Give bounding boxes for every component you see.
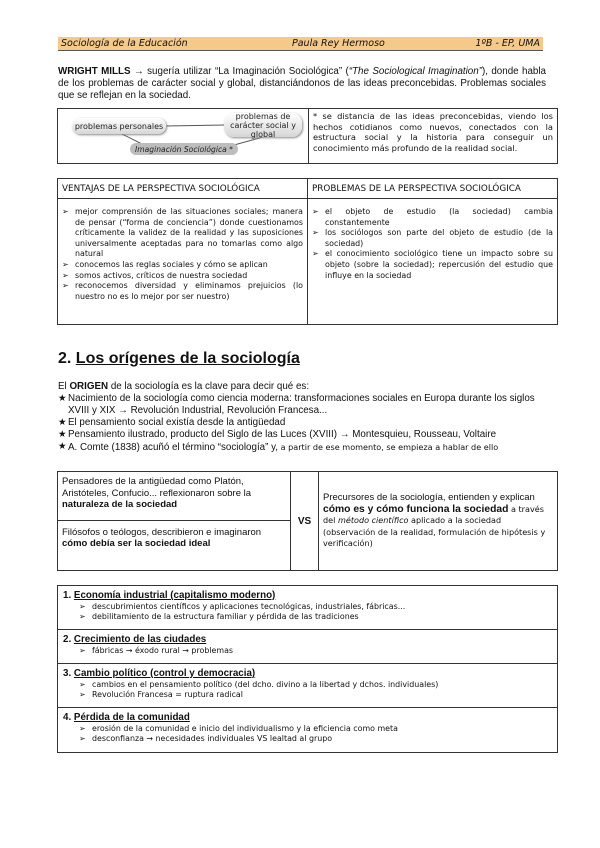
ancient-thinkers-text: Pensadores de la antigüedad como Platón, Aristóteles, Confucio... reflexionaron sobre la	[62, 476, 252, 499]
page-header	[58, 37, 543, 51]
problem-item: ➢ los sociólogos son parte del objeto de estudio (de la sociedad)	[312, 228, 553, 249]
arrow-text: →	[130, 66, 148, 77]
factor-title-text: Pérdida de la comunidad	[73, 712, 190, 723]
precursors-emphasis: cómo es y cómo funciona la sociedad	[323, 503, 509, 515]
precursors-detail: a través del	[323, 503, 544, 525]
factor-item: ➢ cambios en el pensamiento político (del dcho. divino a la libertad y dchos. individuales)	[79, 680, 553, 690]
factor-title	[63, 590, 553, 602]
intro-text-2: ), donde habla de los problemas de carácter social y global, distanciándonos de las ideas preconcebidas. Problemas sociales que se reflejan en la sociedad.	[58, 66, 546, 101]
personal-problems-node	[72, 118, 166, 134]
advantage-item: ➢ conocemos las reglas sociales y cómo se aplican	[62, 260, 303, 271]
advantages-column	[58, 199, 308, 324]
section-number: 2.	[58, 350, 72, 367]
philosophers-emphasis: cómo debía ser la sociedad ideal	[62, 538, 211, 549]
precursors-cell	[319, 472, 557, 570]
factor-item: ➢ fábricas → éxodo rural → problemas	[79, 646, 553, 656]
factor-title	[63, 712, 553, 724]
comte-text: A. Comte (1838) acuñó el término “sociología” y,	[68, 442, 279, 453]
origin-item: ★ Pensamiento ilustrado, producto del Siglo de las Luces (XVIII) → Montesquieu, Rousseau, Voltaire	[58, 429, 558, 441]
header-course: Sociología de la Educación	[61, 38, 188, 49]
factor-title	[63, 668, 553, 680]
vs-label: VS	[291, 472, 319, 570]
factor-title-text: Economía industrial (capitalismo moderno)	[73, 590, 276, 601]
wright-mills-paragraph	[58, 66, 546, 102]
scientific-method: método científico	[337, 515, 409, 525]
factor-number: 1.	[63, 590, 72, 601]
philosophers-cell	[58, 521, 290, 571]
factor-item: ➢ descubrimientos científicos y aplicaciones tecnológicas, industriales, fábricas...	[79, 602, 553, 612]
problems-column	[308, 199, 557, 324]
problem-item: ➢ el objeto de estudio (la sociedad) cambia constantemente	[312, 207, 553, 228]
problems-heading: PROBLEMAS DE LA PERSPECTIVA SOCIOLÓGICA	[312, 183, 521, 194]
factor-item: ➢ debilitamiento de la estructura familiar y pérdida de las tradiciones	[79, 612, 553, 622]
factor-number: 2.	[63, 634, 72, 645]
english-title: “The Sociological Imagination”	[348, 66, 482, 77]
factor-number: 3.	[63, 668, 72, 679]
ancient-thinkers-cell	[58, 472, 290, 521]
origins-lead	[58, 381, 558, 393]
header-group: 1ºB - EP, UMA	[475, 38, 540, 49]
factor-row	[58, 664, 557, 708]
origin-item: ★ Nacimiento de la sociología como ciencia moderna: transformaciones sociales en Europa durante los siglos XVIII y XIX → Revolución Industrial, Revolución Francesa...	[58, 393, 558, 417]
factor-title-text: Cambio político (control y democracia)	[73, 668, 256, 679]
section-heading	[58, 350, 300, 368]
comparison-box	[57, 471, 558, 571]
factor-title-text: Crecimiento de las ciudades	[73, 634, 207, 645]
factors-table	[57, 585, 558, 753]
sociological-imagination-node	[130, 143, 238, 155]
origin-keyword: ORIGEN	[69, 381, 109, 392]
factor-item: ➢ Revolución Francesa = ruptura radical	[79, 690, 553, 700]
personal-problems-label: problemas personales	[74, 121, 164, 131]
precursors-text: Precursores de la sociología, entienden y explican	[323, 492, 535, 503]
origin-item: ★ El pensamiento social existía desde la antigüedad	[58, 417, 558, 429]
precursors-detail: aplicado a la sociedad (observación de la realidad, formulación de hipótesis y verificación)	[323, 515, 546, 548]
comparison-left	[58, 472, 291, 570]
advantage-item: ➢ somos activos, críticos de nuestra sociedad	[62, 271, 303, 282]
factor-row	[58, 586, 557, 630]
social-problems-label: problemas de carácter social y global	[230, 111, 296, 139]
sociological-imagination-box	[57, 108, 558, 164]
social-problems-node	[224, 113, 302, 137]
factor-row	[58, 630, 557, 664]
factor-item: ➢ erosión de la comunidad e inicio del individualismo y la eficiencia como meta	[79, 724, 553, 734]
ancient-thinkers-emphasis: naturaleza de la sociedad	[62, 499, 178, 510]
problem-item: ➢ el conocimiento sociológico tiene un impacto sobre su objeto (sobre la sociedad); repercusión del estudio que influye en la sociedad	[312, 249, 553, 281]
perspective-table	[57, 178, 558, 325]
lead-text: El	[58, 381, 70, 392]
factor-row	[58, 708, 557, 752]
factor-item: ➢ desconfianza → necesidades individuales VS lealtad al grupo	[79, 734, 553, 744]
header-author: Paula Rey Hermoso	[292, 38, 385, 49]
factor-title	[63, 634, 553, 646]
advantage-item: ➢ reconocemos diversidad y eliminamos prejuicios (lo nuestro no es lo mejor por ser nuestro)	[62, 281, 303, 302]
section-title: Los orígenes de la sociología	[75, 350, 300, 367]
sociological-imagination-label: Imaginación Sociológica *	[135, 144, 233, 154]
origin-item-comte	[58, 441, 558, 454]
origins-list	[58, 381, 558, 454]
author-name: WRIGHT MILLS	[58, 66, 131, 77]
lead-text: de la sociología es la clave para decir qué es:	[108, 381, 310, 392]
philosophers-text: Filósofos o teólogos, describieron e imaginaron	[62, 526, 262, 538]
factor-number: 4.	[63, 712, 72, 723]
comte-note: a partir de ese momento, se empieza a hablar de ello	[278, 442, 499, 452]
imagination-note: * se distancia de las ideas preconcebidas, viendo los hechos cotidianos como nuevos, conectados con la estructura social y la historia para conseguir un conocimiento más profundo de la realidad social.	[313, 111, 553, 153]
perspective-table-header	[58, 179, 557, 199]
intro-text-1: sugería utilizar “La Imaginación Sociológica” (	[147, 66, 349, 77]
imagination-diagram	[58, 109, 309, 163]
advantages-heading: VENTAJAS DE LA PERSPECTIVA SOCIOLÓGICA	[58, 179, 308, 198]
advantage-item: ➢ mejor comprensión de las situaciones sociales; manera de pensar (“forma de conciencia”) donde cuestionamos críticamente la validez de la realidad y las suposiciones universalmente aceptadas para no tomarlas como algo natural	[62, 207, 303, 260]
